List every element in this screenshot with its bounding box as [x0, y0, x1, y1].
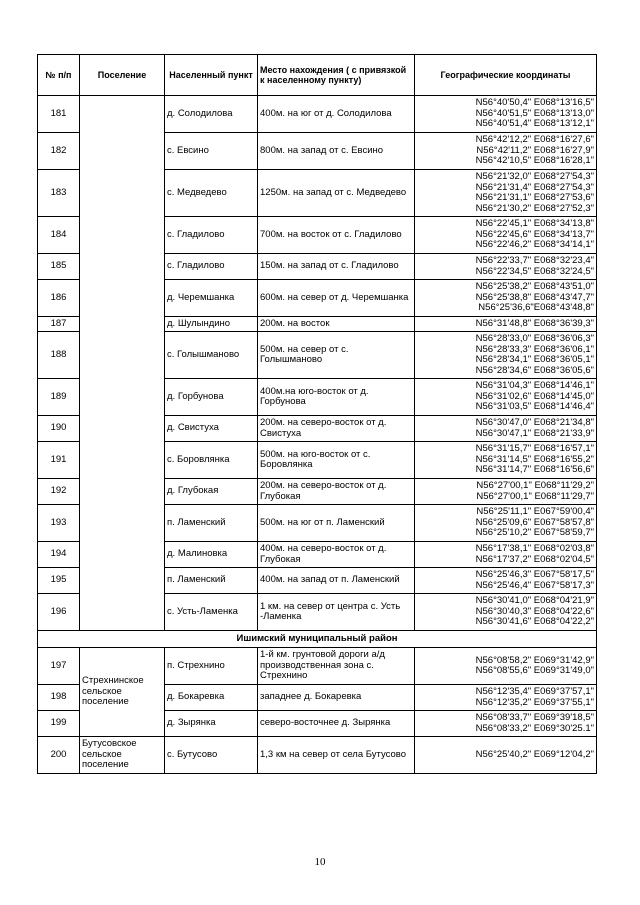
- row-number: 190: [38, 416, 80, 442]
- locality-cell: с. Гладилово: [165, 217, 258, 254]
- coordinate-line: N56°31'02,6" E068°14'45,0": [475, 390, 594, 402]
- locality-cell: д. Зырянка: [165, 711, 258, 737]
- locality-cell: с. Усть-Ламенка: [165, 594, 258, 631]
- coordinate-line: N56°28'33,0" E068°36'06,3": [475, 333, 594, 344]
- coordinate-line: N56°31'14,5" E068°16'55,2": [475, 453, 594, 465]
- row-number: 200: [38, 737, 80, 774]
- coords-cell: [415, 170, 597, 217]
- settlement-cell: Бутусовское сельское поселение: [80, 737, 165, 774]
- col-header-locality: Населенный пункт: [165, 55, 258, 96]
- row-number: 192: [38, 479, 80, 505]
- row-number: 183: [38, 170, 80, 217]
- row-number: 184: [38, 217, 80, 254]
- coordinate-line: N56°31'48,8" E068°36'39,3": [475, 317, 594, 329]
- coords-cell: [415, 416, 597, 442]
- coordinate-line: N56°25'09,6" E067°58'57,8": [475, 516, 594, 528]
- coordinate-line: N56°25'11,1" E067°59'00,4": [476, 506, 594, 518]
- coords-cell: [415, 317, 597, 332]
- coords-cell: [415, 96, 597, 133]
- page-number: 10: [314, 856, 326, 868]
- table-row: [38, 96, 597, 133]
- row-number: 194: [38, 542, 80, 568]
- locality-cell: с. Медведево: [165, 170, 258, 217]
- header-row: [38, 55, 597, 96]
- coords-cell: [415, 542, 597, 568]
- locality-cell: с. Боровлянка: [165, 442, 258, 479]
- location-cell: 400м. на запад от п. Ламенский: [258, 568, 415, 594]
- coordinate-line: N56°27'00,1" E068°11'29,2": [476, 480, 594, 491]
- coordinate-line: N56°42'12,2" E068°16'27,6": [475, 134, 594, 146]
- row-number: 186: [38, 280, 80, 317]
- coordinate-line: N56°30'41,6" E068°04'22,2": [475, 616, 594, 628]
- coords-cell: [415, 568, 597, 594]
- coordinate-line: N56°31'03,5" E068°14'46,4": [475, 401, 594, 413]
- coordinate-line: N56°12'35,2" E069°37'55,1": [475, 696, 594, 708]
- coordinate-line: N56°42'10,5" E068°16'28,1": [475, 155, 594, 167]
- location-cell: 200м. на восток: [258, 317, 415, 332]
- location-cell: 600м. на север от д. Черемшанка: [258, 280, 415, 317]
- data-table: [37, 54, 597, 774]
- locality-cell: с. Голышманово: [165, 332, 258, 379]
- coords-cell: [415, 737, 597, 774]
- coords-cell: [415, 648, 597, 685]
- coordinate-line: N56°08'33,7" E069°39'18,5": [475, 712, 594, 723]
- location-cell: 500м. на юг от п. Ламенский: [258, 505, 415, 542]
- coordinate-line: N56°28'33,3" E068°36'06,1": [475, 343, 594, 355]
- locality-cell: д. Солодилова: [165, 96, 258, 133]
- col-header-num: № п/п: [38, 55, 80, 96]
- location-cell: 400м.на юго-восток от д. Горбунова: [258, 379, 415, 416]
- coordinate-line: N56°25'36,6"E068°43'48,8": [478, 302, 594, 314]
- coordinate-line: N56°21'30,2" E068°27'52,3": [475, 202, 594, 214]
- coordinate-line: N56°22'46,2" E068°34'14,1": [475, 239, 594, 251]
- coordinate-line: N56°42'11,2" E068°16'27,9": [476, 144, 594, 156]
- location-cell: 1,3 км на север от села Бутусово: [258, 737, 415, 774]
- locality-cell: п. Стрехнино: [165, 648, 258, 685]
- coordinate-line: N56°25'38,8" E068°43'47,7": [475, 291, 594, 303]
- coordinate-line: N56°30'41,0" E068°04'21,9": [475, 595, 594, 607]
- coordinate-line: N56°08'33,2" E069°30'25.1": [475, 722, 594, 734]
- coordinate-line: N56°28'34,6" E068°36'05,6": [475, 364, 594, 376]
- col-header-location: Место нахождения ( с привязкой к населенному пункту): [258, 55, 415, 96]
- locality-cell: п. Ламенский: [165, 568, 258, 594]
- coordinate-line: N56°40'51,4" E068°13'12,1": [475, 118, 594, 130]
- coordinate-line: N56°21'32,0" E068°27'54,3": [475, 171, 594, 182]
- coords-cell: [415, 442, 597, 479]
- location-cell: 400м. на северо-восток от д. Глубокая: [258, 542, 415, 568]
- coordinate-line: N56°40'51,5" E068°13'13,0": [475, 107, 594, 119]
- table-row: [38, 648, 597, 685]
- row-number: 198: [38, 685, 80, 711]
- coordinate-line: N56°31'15,7" E068°16'57,1": [475, 443, 594, 455]
- locality-cell: д. Бокаревка: [165, 685, 258, 711]
- district-row: [38, 631, 597, 648]
- location-cell: 500м. на север от с. Голышманово: [258, 332, 415, 379]
- location-cell: 200м. на северо-восток от д. Свистуха: [258, 416, 415, 442]
- coordinate-line: N56°30'47,1" E068°21'33,9": [475, 427, 594, 439]
- coordinate-line: N56°22'33,7" E068°32'23,4": [475, 255, 594, 266]
- coords-cell: [415, 505, 597, 542]
- coordinate-line: N56°22'45,1" E068°34'13,8": [475, 218, 594, 230]
- coords-cell: [415, 594, 597, 631]
- coordinate-line: N56°30'40,3" E068°04'22,6": [475, 605, 594, 617]
- row-number: 187: [38, 317, 80, 332]
- settlement-cell: Стрехнинское сельское поселение: [80, 648, 165, 737]
- coordinate-line: N56°40'50,4" E068°13'16,5": [475, 97, 594, 109]
- coordinate-line: N56°08'55,6" E069°31'49,0": [475, 665, 594, 676]
- col-header-settlement: Поселение: [80, 55, 165, 96]
- coordinate-line: N56°28'34,1" E068°36'05,1": [475, 354, 594, 365]
- location-cell: 400м. на юг от д. Солодилова: [258, 96, 415, 133]
- settlement-cell: [80, 96, 165, 631]
- coordinate-line: N56°12'35,4" E069°37'57,1": [475, 686, 594, 697]
- location-cell: 1 км. на север от центра с. Усть -Ламенка: [258, 594, 415, 631]
- row-number: 197: [38, 648, 80, 685]
- locality-cell: д. Черемшанка: [165, 280, 258, 317]
- coordinate-line: N56°25'40,2" E069°12'04,2": [475, 748, 594, 760]
- location-cell: 1-й км. грунтовой дороги а/д производственная зона с. Стрехнино: [258, 648, 415, 685]
- row-number: 195: [38, 568, 80, 594]
- locality-cell: с. Евсино: [165, 133, 258, 170]
- coords-cell: [415, 711, 597, 737]
- location-cell: западнее д. Бокаревка: [258, 685, 415, 711]
- coords-cell: [415, 685, 597, 711]
- row-number: 189: [38, 379, 80, 416]
- coords-cell: [415, 479, 597, 505]
- row-number: 193: [38, 505, 80, 542]
- row-number: 182: [38, 133, 80, 170]
- coords-cell: [415, 332, 597, 379]
- col-header-coords: Географические координаты: [415, 55, 597, 96]
- row-number: 181: [38, 96, 80, 133]
- location-cell: 700м. на восток от с. Гладилово: [258, 217, 415, 254]
- coordinate-line: N56°22'34,5" E068°32'24,5": [475, 265, 594, 277]
- locality-cell: с. Гладилово: [165, 254, 258, 280]
- coordinate-line: N56°22'45,6" E068°34'13,7": [475, 228, 594, 240]
- coords-cell: [415, 379, 597, 416]
- row-number: 185: [38, 254, 80, 280]
- location-cell: северо-восточнее д. Зырянка: [258, 711, 415, 737]
- locality-cell: д. Глубокая: [165, 479, 258, 505]
- locality-cell: с. Бутусово: [165, 737, 258, 774]
- table-row: [38, 737, 597, 774]
- location-cell: 150м. на запад от с. Гладилово: [258, 254, 415, 280]
- coordinate-line: N56°25'46,4" E067°58'17,3": [475, 579, 594, 591]
- coordinate-line: N56°17'38,1" E068°02'03,8": [475, 543, 594, 554]
- row-number: 191: [38, 442, 80, 479]
- coords-cell: [415, 217, 597, 254]
- coordinate-line: N56°17'37,2" E068°02'04,5": [475, 553, 594, 565]
- locality-cell: п. Ламенский: [165, 505, 258, 542]
- coordinate-line: N56°21'31,4" E068°27'54,3": [475, 181, 594, 193]
- locality-cell: д. Шулындино: [165, 317, 258, 332]
- coordinate-line: N56°31'04,3" E068°14'46,1": [475, 380, 594, 392]
- locality-cell: д. Горбунова: [165, 379, 258, 416]
- coordinate-line: N56°08'58,2" E069°31'42,9": [475, 654, 594, 666]
- district-title: Ишимский муниципальный район: [38, 631, 597, 648]
- coordinate-line: N56°25'10,2" E067°58'59,7": [475, 527, 594, 539]
- coordinate-line: N56°25'38,2" E068°43'51,0": [475, 281, 594, 293]
- row-number: 196: [38, 594, 80, 631]
- locality-cell: д. Малиновка: [165, 542, 258, 568]
- locality-cell: д. Свистуха: [165, 416, 258, 442]
- location-cell: 800м. на запад от с. Евсино: [258, 133, 415, 170]
- location-cell: 500м. на юго-восток от с. Боровлянка: [258, 442, 415, 479]
- coordinate-line: N56°27'00,1" E068°11'29,7": [476, 490, 594, 502]
- coordinate-line: N56°30'47,0" E068°21'34,8": [475, 417, 594, 428]
- coordinate-line: N56°31'14,7" E068°16'56,6": [475, 464, 594, 476]
- location-cell: 200м. на северо-восток от д. Глубокая: [258, 479, 415, 505]
- coords-cell: [415, 254, 597, 280]
- coords-cell: [415, 133, 597, 170]
- coords-cell: [415, 280, 597, 317]
- location-cell: 1250м. на запад от с. Медведево: [258, 170, 415, 217]
- coordinate-line: N56°25'46,3" E067°58'17,5": [475, 569, 594, 580]
- row-number: 188: [38, 332, 80, 379]
- coordinate-line: N56°21'31,1" E068°27'53,6": [475, 192, 594, 203]
- row-number: 199: [38, 711, 80, 737]
